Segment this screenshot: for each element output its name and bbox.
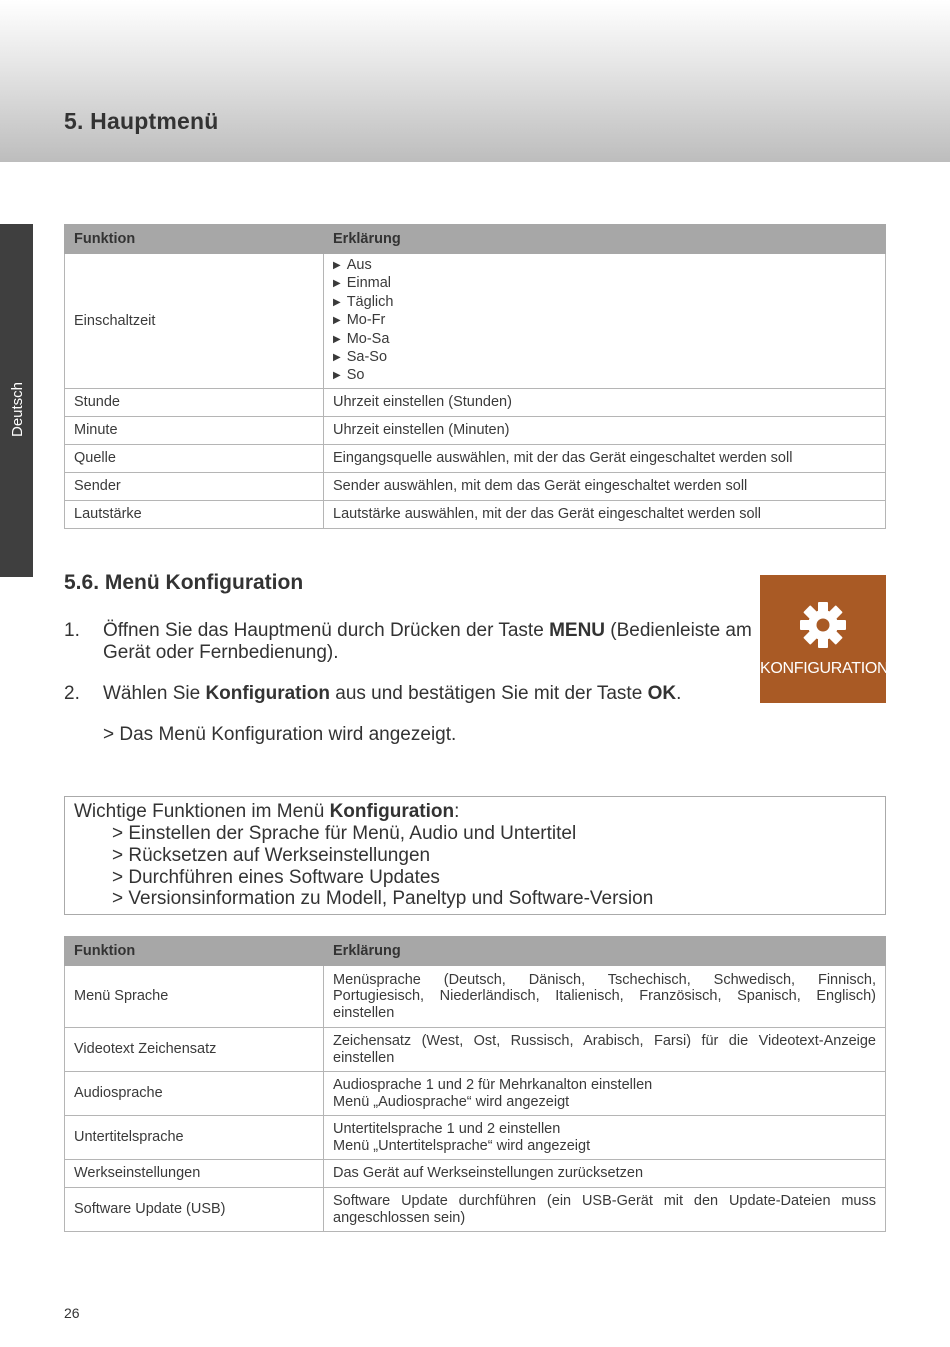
gear-icon [798,600,848,650]
step-keyword: MENU [549,620,606,641]
erklaerung-cell [324,1188,886,1232]
icon-label: KONFIGURATION [760,660,889,677]
table-row [65,1188,886,1232]
info-text: : [454,801,460,822]
erklaerung-cell [324,254,886,389]
step-text: Wählen Sie [103,683,206,704]
table-row [65,254,886,389]
bullet-arrow-icon: ▶ [333,370,341,382]
cell-line: Audiosprache 1 und 2 für Mehrkanalton einstellen [333,1077,653,1093]
info-text: Wichtige Funktionen im Menü [74,801,330,822]
cell-line: Menü „Audiosprache“ wird angezeigt [333,1093,570,1110]
funktion-cell: Menü Sprache [65,966,324,1028]
table-row [65,444,886,472]
info-box [64,796,886,915]
erklaerung-cell [324,1072,886,1116]
erklaerung-cell [324,1028,886,1072]
funktion-cell: Lautstärke [65,500,324,528]
erklaerung-cell [324,966,886,1028]
option-label: Einmal [346,275,392,292]
table-row [65,1116,886,1160]
bullet-arrow-icon: ▶ [333,278,341,290]
table-row [65,1072,886,1116]
option-label: Aus [346,257,372,273]
step-text: (Bedienleiste am Gerät oder Fernbedienung). [103,620,752,663]
table-row [65,1160,886,1188]
bullet-arrow-icon: ▶ [333,333,341,345]
step-result: > Das Menü Konfiguration wird angezeigt. [103,724,457,745]
konfiguration-menu-icon [760,575,889,703]
step-text: Öffnen Sie das Hauptmenü durch Drücken der Taste [103,620,550,641]
list-item [333,294,876,312]
language-side-tab [0,224,33,577]
list-item: > Durchführen eines Software Updates [112,866,440,888]
erklaerung-cell: Lautstärke auswählen, mit der das Gerät eingeschaltet werden soll [324,500,886,528]
info-box-heading [74,801,459,823]
funktion-cell: Software Update (USB) [65,1188,324,1232]
konfiguration-table [64,936,886,1232]
table-header-row [65,225,886,254]
option-list [333,254,876,388]
page-title: 5. Hauptmenü [64,108,219,134]
erklaerung-cell: Sender auswählen, mit dem das Gerät eingeschaltet werden soll [324,472,886,500]
section-heading: 5.6. Menü Konfiguration [64,571,304,594]
bullet-arrow-icon: ▶ [333,260,341,271]
step-number: 2. [64,683,80,704]
cell-line: Zeichensatz (West, Ost, Russisch, Arabisch, Farsi) für die Videotext-Anzeige einstellen [333,1033,876,1066]
option-label: So [346,367,365,384]
table-row [65,500,886,528]
funktion-cell: Stunde [65,388,324,416]
column-header-funktion: Funktion [65,937,324,966]
column-header-erklaerung: Erklärung [324,225,886,254]
option-label: Sa-So [346,349,388,366]
funktion-cell: Audiosprache [65,1072,324,1116]
column-header-funktion: Funktion [65,225,324,254]
side-tab-label: Deutsch [9,381,26,437]
list-item [333,331,876,349]
list-item [333,312,876,330]
step-keyword: Konfiguration [205,683,330,704]
list-item [333,349,876,367]
erklaerung-cell: Uhrzeit einstellen (Stunden) [324,388,886,416]
cell-line: Software Update durchführen (ein USB-Gerät mit den Update-Dateien muss angeschlossen sein) [333,1193,876,1226]
erklaerung-cell [324,1116,886,1160]
bullet-arrow-icon: ▶ [333,352,341,364]
step-text: . [676,683,682,704]
cell-line: Untertitelsprache 1 und 2 einstellen [333,1121,561,1137]
list-item: > Versionsinformation zu Modell, Paneltyp und Software-Version [112,888,654,910]
list-item [333,367,876,385]
funktion-cell: Untertitelsprache [65,1116,324,1160]
erklaerung-cell [324,1160,886,1188]
table-row [65,416,886,444]
einschaltzeit-table [64,224,886,529]
erklaerung-cell: Uhrzeit einstellen (Minuten) [324,416,886,444]
list-item: > Rücksetzen auf Werkseinstellungen [112,844,431,866]
step-number: 1. [64,620,80,641]
cell-line: Menü „Untertitelsprache“ wird angezeigt [333,1137,591,1154]
step-keyword: OK [647,683,677,704]
table-header-row [65,937,886,966]
info-list [112,823,653,910]
table-row [65,388,886,416]
funktion-cell: Einschaltzeit [65,254,324,389]
table-row [65,472,886,500]
funktion-cell: Minute [65,416,324,444]
bullet-arrow-icon: ▶ [333,296,341,308]
funktion-cell: Videotext Zeichensatz [65,1028,324,1072]
column-header-erklaerung: Erklärung [324,937,886,966]
funktion-cell: Werkseinstellungen [65,1160,324,1188]
instruction-steps [64,620,754,746]
bullet-arrow-icon: ▶ [333,315,341,327]
option-label: Mo-Fr [346,312,386,329]
cell-line: Das Gerät auf Werkseinstellungen zurücksetzen [333,1165,644,1182]
list-item: > Einstellen der Sprache für Menü, Audio und Untertitel [112,823,577,844]
step-item [64,620,754,664]
funktion-cell: Sender [65,472,324,500]
option-label: Täglich [346,293,394,310]
cell-line: Menüsprache (Deutsch, Dänisch, Tschechisch, Schwedisch, Finnisch, Portugiesisch, Niederländisch, Italienisch, Französisch, Spanisch, Englisch) einstellen [333,971,876,1021]
page-header [0,0,950,162]
funktion-cell: Quelle [65,444,324,472]
table-row [65,1028,886,1072]
info-keyword: Konfiguration [329,801,455,822]
table-row [65,966,886,1028]
list-item [333,257,876,275]
page-number: 26 [64,1305,80,1321]
option-label: Mo-Sa [346,330,390,347]
step-text: aus und bestätigen Sie mit der Taste [329,683,648,704]
erklaerung-cell: Eingangsquelle auswählen, mit der das Gerät eingeschaltet werden soll [324,444,886,472]
list-item [333,275,876,293]
step-item [64,683,754,705]
